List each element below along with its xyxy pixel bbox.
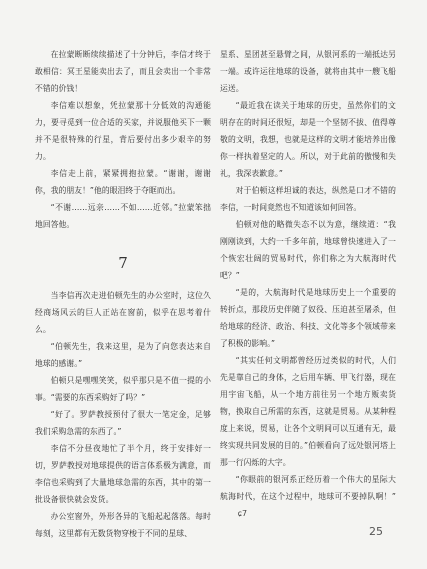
paragraph: 办公室窗外，外形各异的飞船起起落落。每时每刻，这里都有无数货物穿梭于不同的星球、 — [35, 512, 211, 538]
paragraph: “最近我在读关于地球的历史，虽然你们的文明存在的时间还很短，却是一个坚韧不拔、值得尊敬的文明，我想，也就是这样的文明才能培养出像你一样执着坚定的人。所以，对于此前的傲慢和失礼，我深表歉意。” — [220, 101, 396, 178]
paragraph — [220, 471, 396, 522]
paragraph: 当李信再次走进伯顿先生的办公室时，这位久经商场风云的巨人正站在窗前，似乎在思考着什么。 — [35, 291, 211, 334]
paragraph: 李信不分昼夜地忙了半个月，终于安排好一切，罗萨教授对地球提供的语言体系极为满意，而李信也采购到了大量地球急需的东西，其中的第一批设备很快就会发货。 — [35, 444, 211, 504]
right-column — [220, 46, 396, 522]
paragraph: “不谢……远亲……不如……近邻。”拉蒙笨拙地回答他。 — [35, 203, 211, 229]
paragraph: “其实任何文明都曾经历过类似的时代，人们先是靠自己的身体，之后用车辆、甲飞行器，现在用宇宙飞船，从一个地方前往另一个地方贩卖货物，换取自己所需的东西，这就是贸易。从某种程度上来说，贸易，让各个文明间可以互通有无，最终实现共同发展的目的。”伯顿看向了远处银河塔上那一行闪烁的大字。 — [220, 356, 396, 467]
paragraph: “好了。罗萨教授预付了很大一笔定金，足够我们采购急需的东西了。” — [35, 410, 211, 436]
section-end-icon: ɕ7 — [237, 509, 248, 518]
paragraph: 李信难以想象，凭拉蒙那十分低效的沟通能力，要寻觅到一位合适的买家，并说服他买下一颗并不是很特殊的行星，背后要付出多少艰辛的努力。 — [35, 101, 211, 161]
paragraph: 星系、星团甚至悬臂之间，从银河系的一端抵达另一端。或许运往地球的设备，就将由其中一艘飞船运送。 — [220, 50, 396, 93]
paragraph: “伯顿先生，我来这里，是为了向您表达来自地球的感谢。” — [35, 342, 211, 368]
paragraph: 李信走上前，紧紧拥抱拉蒙。“谢谢，谢谢你，我的朋友！”他的眼泪终于夺眶而出。 — [35, 169, 211, 195]
left-column — [35, 46, 211, 542]
paragraph-text: “你眼前的银河系正经历着一个伟大的星际大航海时代，在这个过程中，地球可不要掉队啊！” — [220, 475, 396, 501]
paragraph: 伯顿对他的略微失态不以为意，继续道：“我刚刚读到，大约一千多年前，地球曾快速进入了一个恢宏壮阔的贸易时代，你们称之为大航海时代吧？” — [220, 220, 396, 280]
paragraph: 对于伯顿这样坦诚的表达，纵然是口才不错的李信，一时间竟然也不知道该如何回答。 — [220, 186, 396, 212]
chapter-number: 7 — [118, 254, 128, 272]
page-number: 25 — [369, 525, 383, 538]
paragraph: “是的，大航海时代是地球历史上一个重要的转折点，那段历史伴随了奴役、压迫甚至屠杀，但给地球的经济、政治、科技、文化等多个领域带来了积极的影响。” — [220, 288, 396, 348]
paragraph: 在拉蒙断断续续描述了十分钟后，李信才终于敢相信：冥王星能卖出去了，而且会卖出一个非常不错的价钱！ — [35, 50, 211, 93]
paragraph: 伯顿只是嘿嘿笑笑，似乎那只是不值一提的小事。“需要的东西采购好了吗？” — [35, 376, 211, 402]
